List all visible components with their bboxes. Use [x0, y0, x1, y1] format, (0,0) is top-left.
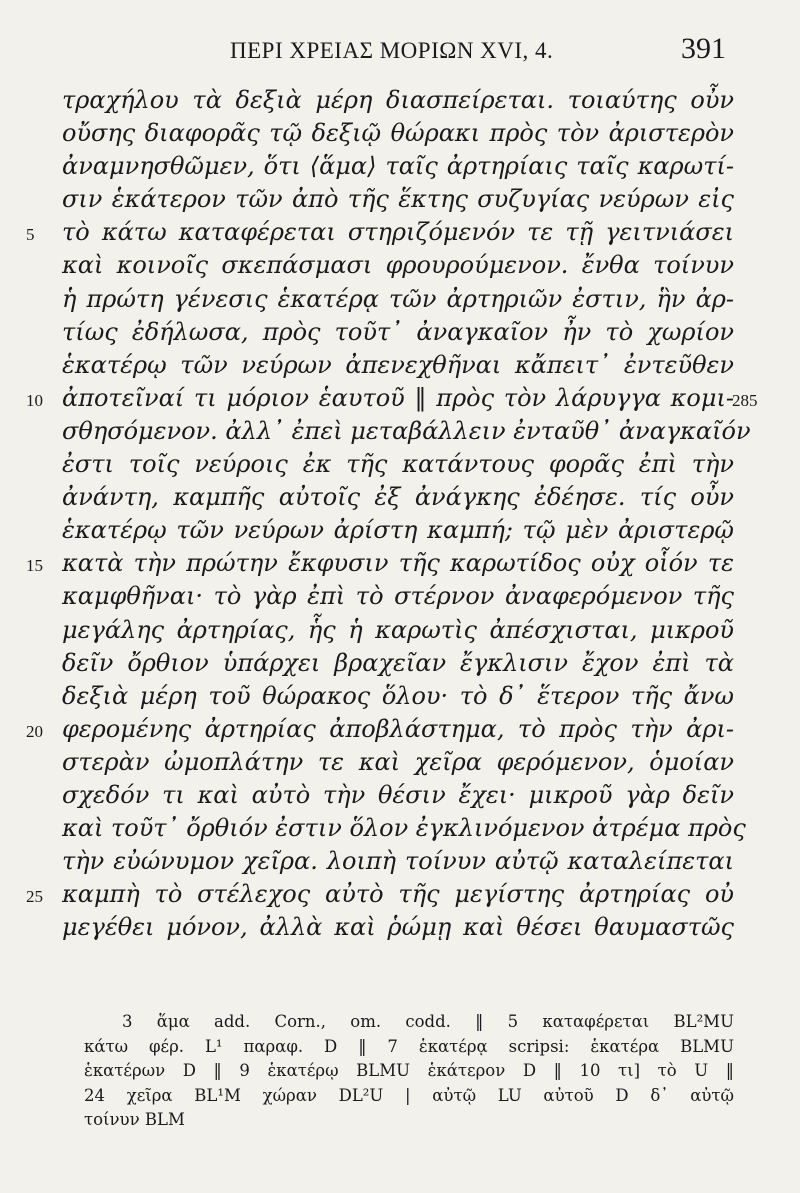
text-line — [0, 779, 800, 812]
footnote-line: ἑκατέρων D ‖ 9 ἑκατέρῳ BLMU ἑκάτερον D ‖ 10 τι] τὸ U ‖ — [84, 1061, 734, 1080]
line-number: 25 — [26, 887, 43, 907]
text-line — [0, 415, 800, 448]
text-line — [0, 150, 800, 183]
line-text: ἑκατέρῳ τῶν νεύρων ἀπενεχθῆναι κἄπειτ᾽ ἐντεῦθεν — [62, 350, 734, 379]
line-text: φερομένης ἀρτηρίας ἀποβλάστημα, τὸ πρὸς τὴν ἀρι- — [62, 714, 734, 743]
line-text: στερὰν ὠμοπλάτην τε καὶ χεῖρα φερόμενον, ὁμοίαν — [62, 747, 734, 776]
line-text: καμφθῆναι· τὸ γὰρ ἐπὶ τὸ στέρνον ἀναφερόμενον τῆς — [62, 582, 734, 611]
line-text: καὶ τοῦτ᾽ ὄρθιόν ἐστιν ὅλον ἐγκλινόμενον ἀτρέμα πρὸς — [62, 814, 746, 843]
text-line — [0, 812, 800, 845]
line-text: ἡ πρώτη γένεσις ἑκατέρᾳ τῶν ἀρτηριῶν ἐστιν, ἣν ἀρ- — [62, 284, 734, 313]
line-text: οὔσης διαφορᾶς τῷ δεξιῷ θώρακι πρὸς τὸν ἀριστερὸν — [62, 119, 734, 148]
line-number: 10 — [26, 390, 43, 410]
line-text: τὴν εὐώνυμον χεῖρα. λοιπὴ τοίνυν αὐτῷ καταλείπεται — [62, 847, 734, 876]
line-text: ἀναμνησθῶμεν, ὅτι ⟨ἅμα⟩ ταῖς ἀρτηρίαις ταῖς καρωτί- — [62, 152, 734, 181]
margin-page-reference: 285 — [732, 390, 758, 410]
line-number: 15 — [26, 556, 43, 576]
text-line — [0, 514, 800, 547]
line-text: μεγάλης ἀρτηρίας, ἧς ἡ καρωτὶς ἀπέσχισται, μικροῦ — [62, 615, 734, 644]
text-line — [0, 614, 800, 647]
text-line — [0, 647, 800, 680]
line-text: τίως ἐδήλωσα, πρὸς τοῦτ᾽ ἀναγκαῖον ἦν τὸ χωρίον — [62, 317, 734, 346]
text-line — [0, 84, 800, 117]
text-line — [0, 845, 800, 878]
running-title: ΠΕΡΙ ΧΡΕΙΑΣ ΜΟΡΙΩΝ XVI, 4. — [230, 38, 554, 63]
line-text: ἀνάντη, καμπῆς αὐτοῖς ἐξ ἀνάγκης ἐδέησε. τίς οὖν — [62, 483, 734, 512]
critical-apparatus — [84, 1010, 734, 1133]
footnote-line: τοίνυν BLM — [84, 1110, 185, 1129]
footnote-line: 24 χεῖρα BL¹M χώραν DL²U | αὐτῷ LU αὐτοῦ D δ᾽ αὐτῷ — [84, 1085, 734, 1105]
line-number: 20 — [26, 721, 43, 741]
text-line — [0, 911, 800, 944]
footnote-line: κάτω φέρ. L¹ παραφ. D ‖ 7 ἑκατέρᾳ scripsi: ἑκατέρα BLMU — [84, 1036, 734, 1056]
text-line — [0, 283, 800, 316]
line-text: σιν ἑκάτερον τῶν ἀπὸ τῆς ἕκτης συζυγίας νεύρων εἰς — [62, 185, 734, 214]
text-line — [0, 382, 800, 415]
line-text: ἐστι τοῖς νεύροις ἐκ τῆς κατάντους φορᾶς ἐπὶ τὴν — [62, 450, 734, 479]
line-text: δεξιὰ μέρη τοῦ θώρακος ὅλου· τὸ δ᾽ ἕτερον τῆς ἄνω — [62, 681, 734, 710]
text-line — [0, 547, 800, 580]
footnote-line: 3 ἅμα add. Corn., om. codd. ‖ 5 καταφέρεται BL²MU — [122, 1012, 734, 1031]
text-line — [0, 183, 800, 216]
text-line — [0, 580, 800, 613]
text-line — [0, 316, 800, 349]
text-line — [0, 713, 800, 746]
text-line — [0, 349, 800, 382]
page-header — [230, 32, 726, 72]
page-number: 391 — [681, 32, 726, 65]
text-line — [0, 117, 800, 150]
line-number: 5 — [26, 225, 35, 245]
main-text — [0, 84, 800, 944]
line-text: δεῖν ὄρθιον ὑπάρχει βραχεῖαν ἔγκλισιν ἔχον ἐπὶ τὰ — [62, 648, 734, 677]
text-line — [0, 878, 800, 911]
text-line — [0, 448, 800, 481]
line-text: σθησόμενον. ἀλλ᾽ ἐπεὶ μεταβάλλειν ἐνταῦθ᾽ ἀναγκαῖόν — [62, 416, 751, 445]
text-line — [0, 249, 800, 282]
line-text: καὶ κοινοῖς σκεπάσμασι φρουρούμενον. ἔνθα τοίνυν — [62, 251, 734, 280]
line-text: σχεδόν τι καὶ αὐτὸ τὴν θέσιν ἔχει· μικροῦ γὰρ δεῖν — [62, 780, 734, 809]
text-line — [0, 481, 800, 514]
text-line — [0, 680, 800, 713]
line-text: τραχήλου τὰ δεξιὰ μέρη διασπείρεται. τοιαύτης οὖν — [62, 86, 734, 114]
line-text: μεγέθει μόνον, ἀλλὰ καὶ ῥώμῃ καὶ θέσει θαυμαστῶς — [62, 913, 734, 942]
line-text: ἑκατέρῳ τῶν νεύρων ἀρίστη καμπή; τῷ μὲν ἀριστερῷ — [62, 516, 734, 545]
line-text: κατὰ τὴν πρώτην ἔκφυσιν τῆς καρωτίδος οὐχ οἷόν τε — [62, 549, 734, 578]
text-line — [0, 746, 800, 779]
line-text: ἀποτεῖναί τι μόριον ἑαυτοῦ ‖ πρὸς τὸν λάρυγγα κομι- — [62, 383, 734, 412]
line-text: καμπὴ τὸ στέλεχος αὐτὸ τῆς μεγίστης ἀρτηρίας οὐ — [62, 880, 734, 909]
text-line — [0, 216, 800, 249]
line-text: τὸ κάτω καταφέρεται στηριζόμενόν τε τῇ γειτνιάσει — [62, 218, 734, 247]
